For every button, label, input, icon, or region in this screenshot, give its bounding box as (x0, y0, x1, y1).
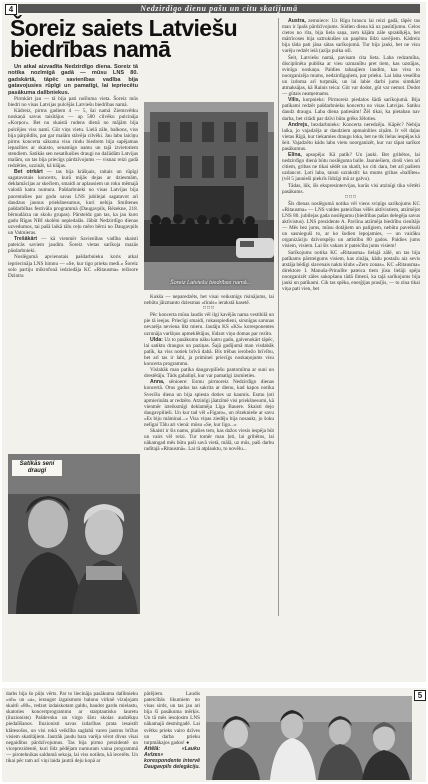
interview-photo-image (206, 696, 412, 780)
photo-friends (8, 454, 140, 614)
paragraph: Noslēgumā apvienotais pašdarbnieku koris atkal iepriecināja LNS himnu — «Se, kur tigo prieku medi.» Šoreiz solo partiju mīkrofonā iedziedāja KC «Ritausma» režisore Dzintra (8, 254, 138, 279)
column-divider (278, 18, 279, 616)
paragraph: Šeit, Latviešu namā, pavisam cita lieta. Laba redzamība, disciplinēta publika ar vieu uzmanību pret tiem, kas uzstājas, svinīga noskaņa. Paldies tabaajiem laudim, kas visu to noorganizēja mums, nedzirdīgajiem, par prieku. Lai laba veselība un izdoma arī turpmāk, un lai labie darbi jums simtkārt atmaksājas, kā Rainis teica: Gūt var dodot, gūt var nemot. Dodot — gūtais neatņemams. (282, 54, 420, 98)
article-column-3 (282, 18, 420, 614)
friends-photo-image (8, 454, 140, 614)
page-number: 5 (414, 690, 426, 701)
separator-squares: □□□ (202, 306, 216, 312)
newspaper-page-4 (2, 2, 426, 682)
photo-caption: Šoreiz Latviešu biedrības namā... (170, 280, 252, 286)
article-column-2 (144, 294, 274, 614)
paragraph: Trešākārt — kā vienmēr Savienības vadība skaisti pateicās saviem jaudim. Šoreiz vietas sarīkoja mazās pāsdarbnieki. (8, 236, 138, 255)
newspaper-page-5 (2, 688, 426, 782)
paragraph: Andrejs, bezdarbnieks: Koncerta neredzēju. Kāpēc? Nebija laika, jo vajadzēja ar daudziem apmainīties ziņām. Ir vēl daļas vietas Rīgā, kur tiekamies draugu loka, bet ne tik lielas iespējas kā šeit. Vajadzētu kādu labu vietu noorganizēt, kur var tāpat sarīkot pasākumus. (282, 121, 420, 152)
lead-paragraph: Un atkal aizvadīta Nedzirdīgo diena. Šoreiz tā notika nozīmīgā gadā — mūsu LNS 80. gadskārtā, tāpēc savienības vadība bija gatavojusies rūpīgi un pamatīgi, lai iepriecētu pasākuma dalībniekus. (8, 64, 138, 96)
photo-caption: Satikās seni draugi (12, 460, 62, 476)
paragraph: pārējiem. Laudis pateicībās likumiem no visas sirds, un tas jau ari bija šī pasākuma mērķis. Un tā mēs iesoļosim LNS nākamajā desmitgadē. Lai svētku prieks vairo dzīves un darba prieku turpmākajos gados! ● (144, 691, 200, 746)
paragraph: Skaisti ir šis nams, plašies tem, kas dažos viesis iespēja būt un vairs vēl reizi. Tur tomēr man ļoti, lai gribētos, lai nākamgad mēs būtu paši savā vietā, mālā, uz mūs, paši darbu radītajā «Ritausmā». Lai tā atplauktu, to novēlu... (144, 428, 274, 453)
paragraph: Šīs dienas noslēgumā notika vēl viens sviņīgs sarīkojums KC «Ritausma» — LNS valdes pateicības vēlēs aktīvistiem, atzīmējot LNS 80. jubilejas gada noslēgumu (biedrības pašas delegēja savus aktīvistus). LNS prezidente A. Pavlina atzīmēja biedrību cienītājs — Mēs bez jums, mūsu dotājiem un palīgiem, nebūtu paveikuši un sasnieguši to, ar ko šodien lepojamies, — un vairāku organizāciju dzīvotspēju un attīstību 80 gados. Paldies jums visiem, visiem. Lai šis vakars ir pateicība jums visiem! (282, 200, 420, 250)
paragraph: Kukša — neparedzēts, bet visai veiksmīgs risinājums, lai nebūtu jāizmanto dziesmas «tīrais» ierakstā kasetē. (144, 294, 274, 307)
paragraph: Pirmkārt jau — tā bija pati nošluma vieta. Šoreiz mūs biedri no visas Latvijas pulcējās Latviešu biedrības namā. (8, 96, 138, 109)
headline-line-1: Šoreiz saiets Latviešu (10, 15, 238, 41)
section-band: Nedzirdigo dienu pašu un citu skatījumā (18, 4, 420, 13)
paragraph: Bet otrkārt — tas bija krāšņais, raitais un rūpīgi sagatavotais koncerts, kurā mijās dejas ar dziesmām, deklamācijas ar skečiem, smaidi ar aplausiem un roku mēmajā valodā katra numura. Pašdarbnieki no visas Latvijas bija pacentušies par godu savas LNS jubilejai sagatavot arī daudzus jaunus priekšnesumus, kuri nebija Smiltenes pašdarbības festivāla programmā (Daugavpils, Rēzekne, 218. bērnudārza un skolu grupas). Pārsteidz gan tas, ka jau kuro gadu Rīgas NBI skolēni nepiedalās. Jābūt Nedzirdīgo dienas uzvedumos, tai pašā laikā tālu ceļu mēro bērni no Daugavpils un Valmieras. (8, 169, 138, 237)
photo-interview (206, 696, 412, 780)
separator-squares: □□□ (344, 194, 358, 200)
paragraph: Vislabāk man patika daugavpilīešu pantomīma ar suni un drestētāju. Tāds gabaliņš, kur var pamatīgi izsmieties. (144, 367, 274, 380)
paragraph: Elīna, apsopēja: Kā patīk? Un jauki. Bet gribētos, lai nedzirdīgo dienā būtu noslēguma balle. Jauniešiem, droši vien arī citiem, gribas ne tikai sēdēt un skatīt, ko citi dara, bet arī pašiem uzdancot. Ļoti laba, taisni uzrakstīt: ka mums gribas «ballītes» (vēl 5 jaunieši piekrīs līdzīgi mā ar galvu). (282, 152, 420, 183)
paragraph: Kādreiz, pirms gadiem 4 — 5, šai namā Ziemsvētku noskaņā savus taisītājus — ap 500 cilvēku pulcināja «Korpor». Bet nu skaistā rudens dienā no mājām bija pulcējies viss namī. Gūt viņs vietu. Lielā zāle, balkons, viss bija pārpildīts, pat gar malām stāvēja cilvēki. Jau labu laiciņu pirms koncerta sākuma visu rindu biedrem bija sapējamas iepazīties ar skaisto, senatnīgo namu un tajā izvietotiem stendiem. Satikās sen nesatikušies draugi no dažādām Latvijas malām, un tas bija priecīgs pārdzīvojums — visnaz reizi gadā redzēties, uzzināt, kā klājas. (8, 108, 138, 170)
paragraph: Tādas, lūk, šīs ekspresintervijas, kurās visi atzinīgi tika vērtēti pasākums. (282, 182, 420, 195)
headline-line-2: biedrības namā (10, 36, 171, 62)
paragraph: Vilis, kurpnieks: Pirmoreiz piedalos šādā sarīkojumā. Bija patīkami redzēt pašdarbnieku koncertu no visas Latvijas. Satiku daudz draugu. Laba diena patiesām! Žēl tikai, ka pietaban nav darba, bet citādi par dzīvi būtu grēks žēloties. (282, 97, 420, 122)
paragraph: Ulda: Uz to pasākumu nāku katru gadu, galvenokārt tāpēc, lai satiktu draugus un paziņas. Šajā gadījumā man visdabāk patīk, ka viss notiek brīvā dabā. Bīs trēbas ierobežo brīvību, bet arī tas ir labi, ja priminei priecīgs noskaņojums visu koncerta programmu. (144, 336, 274, 368)
paragraph: Anna, sēnioere: Esmu pirmoreiz Nedzirdīgo dienas koncertā. Otus gadus tas sakrita ar dienu, kad kapos notika Svecīšu diena un bija spiesta doties uz kaumis. Esmu ļoti apmierināta ar redzēto. Atzinīgi jāatzīmē visi priekšnesumi, kā vienmēr izteiksmīgi deklamēja Līga Bauere. Skaisti dejo daugavpilieši. Un kur tad vēl «Figaro», un rēzeknieše ar savu «Es biju māminai...» Visa viņas ziedēju bija nosaukt, jo šoku nelīgai Tālu ari vienā: mūsu «Se, kur līgo...» (144, 379, 274, 428)
article-column-1 (8, 64, 138, 452)
photo-caption: Attēlā: «Lauku Avīzes» korespondente intervē Daugavpils delegāciju. (144, 745, 200, 771)
headline (10, 15, 262, 62)
paragraph: Austra, zemniece: Uz Rīgu braucu lai reizi gadā, tāpēc tas man ir īpašs pārdzīvojums. Sūdien diena kā uz pasūtījumu. Celos cietos no rīta, bija liela saņa, zem kājām zāle sprakšķēja, bet mātrīcoses bija uztrukušies un paņēmu līdzi savējiem. Kādreiz bija tāda pati jāna sātas sarīkojumā. Tur bija jauki, bet ne visu varēju redzēt ieiā (azīja pulka ošl. (282, 18, 420, 55)
continuation-column-1: darbs bija šo pūļu vērts. Par to liecināja pasākuma dalībnieku «oh» un «a», ieraugot izgaismoto balonu virknē vizuļojam skaitli «80», redzot izdaiskotam galdu, baudot gardu mielastu, skatoties koncertprogrammu ar starptautisko lauretu (iluzionists) Pašdevsku un virgo šāru skolas audzēkņu piedalīšanos. Iluzionisti savas izdarības prata iesaistīt klātesošos, un visi rokā veiklība saglabā varen jautrus brīžus visiem skatītājiem. Jautrāk jaudu bara varēja vērot divus vīsai negaidītus pārdzīvojumus. Tas bija pirmo prezidentē un viceprezidentē, kuri līdz pēdējam numuram vaina programmā — pirotehnikas saldumā sekoja, lai viss notiktu, kā iecerēts. Un tikai pēc tam arī viņi laida jautrā deju kopā ar (6, 691, 138, 765)
continuation-column-2 (144, 691, 200, 781)
building-photo-image (144, 102, 274, 290)
paragraph: Pēc koncerta mūsu laudis vēl ilgi kavējās nama vestibilā un pie tā ieejas. Priecīgi smaidi, rokasspiedieni, sirsnīgas sarunas nevarēja neviena likt mieru. Jautāju KS «KS» koresponentes uzrunāja varšiņus apmeklētājus, lūdzot viņu domas par rezīto. (144, 312, 274, 337)
paragraph: Sarīkojums notika KC «Ritausma» lielajā zālē, un tas bija patīkams pārsteigums visiem, kas zināja, kādu postažu aiz sevis atstāja bēdīgi slavenais nakts klubs «Zero zonas». KC «Ritausma» direktore I. Manuša-Prinulīte pateica tiem jūsu lielāji spēja noorganizēt zāles sakopšanu tādā līmenī, ka tajā sarīkojums bija jauki un patīkami. Cik tas spēka, enerģijas prasījis, — to zina tikai viņa pati vien, bet (282, 249, 420, 293)
photo-building (144, 102, 274, 290)
page-number: 4 (5, 4, 17, 15)
